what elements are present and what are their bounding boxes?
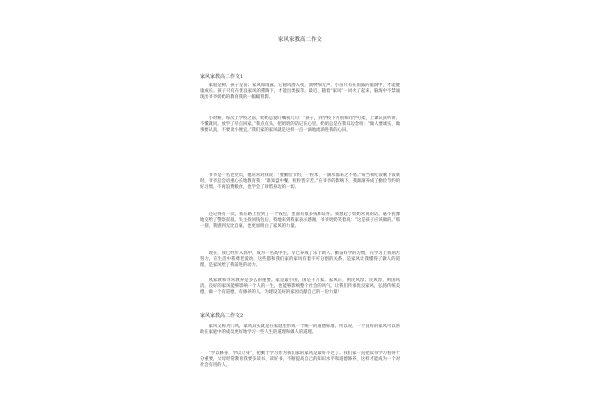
paragraph: 爷爷是一名老党员，他常常对我说：“要勤俭节约，一粒米、一滴水都来之不易。”每当我吃饭剩下饭菜时，爷爷总会语重心长地教育我：“谁知盘中餐，粒粒皆辛苦。”在爷爷的影响下，我渐渐养成了勤俭节约的好习惯，不再浪费粮食，也学会了珍惜身边的一切。: [200, 173, 400, 191]
paragraph: 小时候，每次上学校之前，奶奶总爱叮嘱我几句：“孩子，到学校下方别和同学打架，上课认真听讲，不懂就问，放学了早点回家。”我点点头，把奶奶的话记在心里。奶奶总是在我耳边念叨：“做人要诚实，做事要认真，不要贪小便宜。”我们家的家风就是这样一点一滴地流淌进我的心田。: [200, 116, 400, 134]
paragraph: 家风又称为门风，家风其实就是在家庭里形成一个统一的道德标准，所以说，一个良好的家风可以帮助在家庭中的成员更好地学习一些人生的道理和做人的道理。: [200, 324, 400, 336]
paragraph: 还记得有一次，我在路上捡到了一个钱包，里面有很多钱和证件。我想起了奶奶常说的话，毫不犹豫地交给了警察叔叔。失主找回钱包后，特地来到我家表示感谢，爷爷奶奶笑着说：“这是孩子应该做的。”那一刻，我感到无比自豪，也更加明白了家风的力量。: [200, 212, 400, 230]
section-heading-1: 家风家教高二作文1: [200, 74, 244, 80]
section-heading-2: 家风家教高二作文2: [200, 313, 244, 319]
paragraph: “学以修身，学以立身”，把勤于学习作为我们家的家风是最好不过了。我们家一直把读书学习看得十分重要，父母经常教育我要多读书、读好书，不断提高自己的知识水平和道德修养，这样才能成为一个对社会有用的人。: [200, 351, 400, 369]
paragraph: 家庭是树，孩子是苗；家风如雨露，它随风潜入夜，润物细无声，小苗只有在雨露的滋润中，才能健康成长。孩子只有在优良家风的熏陶下，才能出类拔萃。最近，随着“家风”一词火了起来，脑海中不禁涌现出爷爷奶奶的教育我的一幅幅背影。: [200, 83, 400, 101]
paragraph: 风家教和寻常教养是多么的重要。家是最小国，国是千万家。家风正，则民风淳；民风淳，则国风清。良好的家风能够影响一个人的一生，也能够影响整个社会的风气。让我们传承优良家风，弘扬传统美德，做一个有道德、有修养的人，为建设美好的家园贡献自己的一份力量！: [200, 278, 400, 296]
document-title: 家风家教高二作文: [277, 37, 322, 43]
paragraph: 现在，我已经步入高中，成为一名高中生。早已养成了乐于助人、勤奋好学的习惯，在学习上我刻苦努力，在生活中我尊老爱幼，这些都和我们家的家风有着不可分割的关系。是家风让我懂得了做人的道理，是家风给了我前进的动力。: [200, 251, 400, 269]
